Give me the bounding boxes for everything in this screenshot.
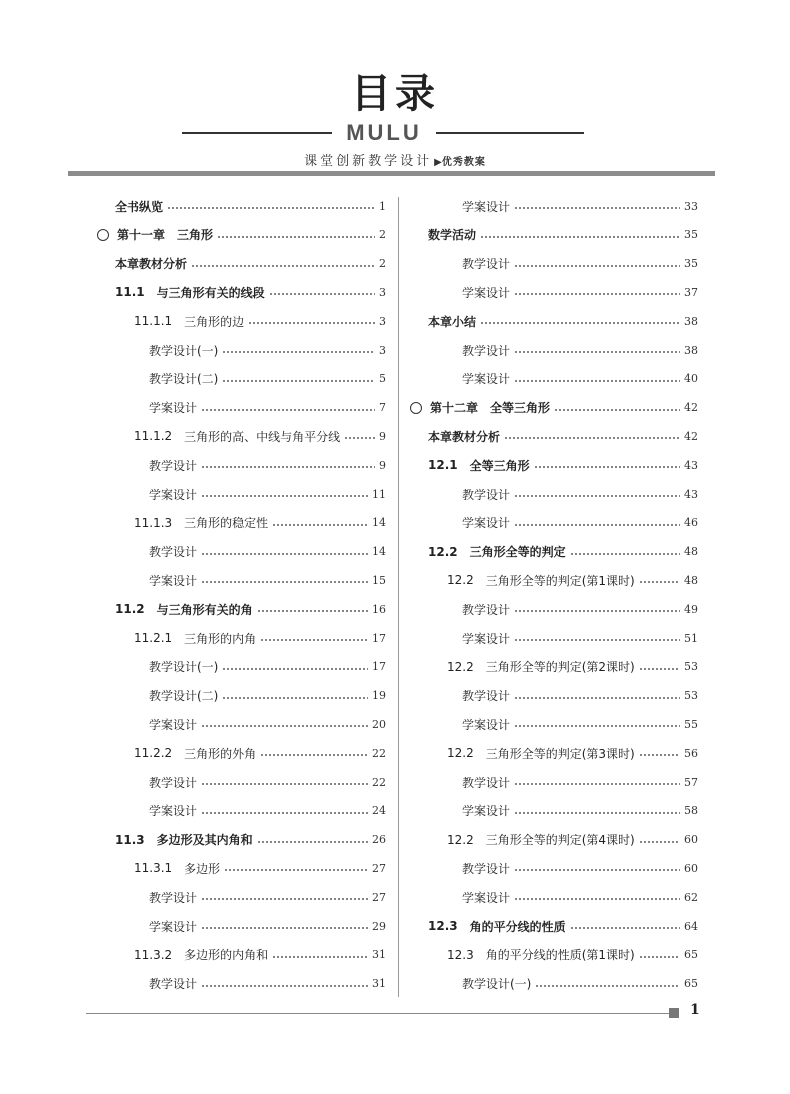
toc-entry-label: 11.2 [115,602,145,617]
leader-dots [248,322,375,324]
toc-entry[interactable] [428,311,698,331]
toc-entry-label: 教学设计 [149,977,198,992]
top-bar [68,171,715,176]
toc-entry-label: 全书纵览 [115,199,164,214]
leader-dots [201,553,368,555]
toc-entry-page: 5 [379,372,386,386]
toc-entry[interactable] [134,311,386,331]
toc-entry-page: 1 [379,199,386,213]
leader-dots [222,380,375,382]
toc-entry-page: 19 [372,689,386,703]
toc-entry-page: 48 [684,545,698,559]
leader-dots [260,639,368,641]
leader-dots [272,524,368,526]
leader-dots [257,610,368,612]
toc-entry[interactable] [149,657,386,677]
toc-entry-title: 与三角形有关的线段 [156,285,265,300]
toc-entry-title: 三角形全等的判定(第2课时) [485,660,635,675]
toc-entry-label: 教学设计 [462,689,511,704]
toc-entry-page: 38 [684,343,698,357]
toc-entry[interactable] [149,714,386,734]
toc-entry[interactable] [97,225,386,245]
toc-entry-title: 全等三角形 [490,401,551,416]
toc-entry-label: 数学活动 [428,228,477,243]
toc-entry-page: 43 [684,458,698,472]
toc-entry-page: 60 [684,833,698,847]
toc-entry-page: 7 [379,401,386,415]
toc-entry-page: 33 [684,199,698,213]
toc-entry-title: 多边形及其内角和 [156,833,253,848]
toc-entry[interactable] [149,916,386,936]
toc-entry-page: 11 [372,487,386,501]
subtitle [0,150,790,169]
toc-entry-label: 教学设计 [149,890,198,905]
toc-entry[interactable] [462,484,698,504]
leader-dots [514,869,680,871]
toc-entry[interactable] [462,513,698,533]
toc-entry[interactable] [428,225,698,245]
toc-entry[interactable] [134,426,386,446]
toc-entry[interactable] [115,196,386,216]
chapter-circle-icon [97,229,109,241]
column-divider [398,197,399,997]
toc-entry-page: 26 [372,833,386,847]
toc-entry-label: 11.3.1 [134,861,173,876]
toc-entry[interactable] [149,686,386,706]
toc-entry-label: 教学设计 [149,458,198,473]
leader-dots [514,293,680,295]
toc-entry[interactable] [115,599,386,619]
toc-entry-title: 三角形 [177,228,214,243]
toc-entry-label: 学案设计 [462,804,511,819]
toc-entry-label: 教学设计 [462,602,511,617]
toc-entry-title: 三角形全等的判定(第3课时) [485,746,635,761]
toc-entry-page: 51 [684,631,698,645]
leader-dots [217,236,375,238]
toc-entry-label: 学案设计 [462,890,511,905]
toc-entry-page: 35 [684,228,698,242]
toc-entry-page: 3 [379,343,386,357]
toc-entry-page: 60 [684,861,698,875]
leader-dots [514,495,680,497]
toc-entry[interactable] [149,398,386,418]
leader-dots [639,956,680,958]
leader-dots [514,524,680,526]
leader-dots [514,265,680,267]
toc-entry-page: 17 [372,660,386,674]
toc-entry-label: 学案设计 [149,487,198,502]
divider-right [436,132,584,134]
leader-dots [535,985,680,987]
toc-entry-label: 11.3 [115,832,145,847]
toc-entry[interactable] [115,830,386,850]
leader-dots [554,409,680,411]
toc-entry[interactable] [115,282,386,302]
toc-entry-page: 64 [684,919,698,933]
toc-entry-page: 49 [684,602,698,616]
toc-entry[interactable] [462,714,698,734]
toc-entry-title: 多边形的内角和 [184,948,269,963]
leader-dots [514,351,680,353]
leader-dots [514,697,680,699]
toc-entry[interactable] [462,974,698,994]
toc-entry[interactable] [149,455,386,475]
toc-entry-page: 42 [684,401,698,415]
toc-entry[interactable] [410,398,698,418]
toc-entry-label: 12.2 [447,573,474,588]
toc-entry-title: 三角形的稳定性 [184,516,269,531]
toc-entry-label: 11.2.2 [134,746,173,761]
toc-entry-label: 11.2.1 [134,631,173,645]
toc-entry[interactable] [134,628,386,648]
toc-entry-label: 学案设计 [149,919,198,934]
toc-entry[interactable] [134,945,386,965]
toc-entry-page: 48 [684,573,698,587]
toc-entry-label: 教学设计 [149,545,198,560]
toc-entry-title: 三角形全等的判定(第1课时) [485,573,635,588]
toc-entry[interactable] [149,772,386,792]
leader-dots [191,265,375,267]
leader-dots [201,409,375,411]
toc-entry[interactable] [462,254,698,274]
toc-entry[interactable] [149,484,386,504]
toc-entry-label: 12.2 [428,544,458,559]
toc-entry-label: 12.2 [447,832,474,847]
leader-dots [272,956,368,958]
toc-entry-label: 第十一章 [117,228,166,243]
toc-entry-label: 11.3.2 [134,947,173,962]
leader-dots [201,812,368,814]
leader-dots [167,207,375,209]
toc-entry-label: 本章教材分析 [428,429,501,444]
toc-entry-label: 学案设计 [462,285,511,300]
page-number: 1 [690,1002,700,1018]
toc-entry-label: 学案设计 [462,631,511,646]
leader-dots [514,812,680,814]
toc-entry-page: 17 [372,631,386,645]
toc-entry-label: 本章小结 [428,314,477,329]
toc-entry-page: 43 [684,487,698,501]
toc-entry-page: 9 [379,458,386,472]
toc-entry-label: 教学设计(二) [149,689,219,704]
footer-line [86,1013,669,1014]
toc-entry-page: 56 [684,746,698,760]
toc-entry-page: 27 [372,861,386,875]
toc-entry[interactable] [462,628,698,648]
toc-entry-page: 55 [684,717,698,731]
toc-entry-page: 37 [684,285,698,299]
mulu-text: MULU [346,120,422,145]
toc-entry[interactable] [447,945,698,965]
divider-left [182,132,332,134]
toc-entry-label: 教学设计 [462,487,511,502]
leader-dots [257,841,368,843]
toc-entry[interactable] [462,801,698,821]
footer-square [669,1008,679,1018]
leader-dots [201,725,368,727]
toc-entry-page: 27 [372,890,386,904]
subtitle-main: 课堂创新教学设计 [304,154,433,169]
leader-dots [514,380,680,382]
toc-entry-label: 教学设计 [462,257,511,272]
leader-dots [222,668,368,670]
leader-dots [222,697,368,699]
toc-entry-title: 角的平分线的性质(第1课时) [485,948,635,963]
toc-entry-label: 11.1.1 [134,314,173,329]
leader-dots [639,841,680,843]
toc-entry-page: 15 [372,573,386,587]
toc-entry-label: 12.1 [428,458,458,473]
toc-entry[interactable] [115,254,386,274]
leader-dots [201,466,375,468]
toc-entry-page: 58 [684,804,698,818]
leader-dots [534,466,680,468]
leader-dots [201,898,368,900]
leader-dots [480,322,680,324]
toc-entry-label: 学案设计 [462,199,511,214]
toc-entry[interactable] [149,570,386,590]
toc-entry-label: 学案设计 [149,717,198,732]
leader-dots [224,869,368,871]
toc-entry-label: 学案设计 [149,573,198,588]
toc-entry-page: 46 [684,516,698,530]
toc-entry-page: 53 [684,689,698,703]
leader-dots [504,437,680,439]
toc-entry-page: 31 [372,977,386,991]
toc-entry-page: 3 [379,314,386,328]
toc-entry-label: 教学设计 [149,775,198,790]
toc-entry-page: 22 [372,746,386,760]
toc-entry-label: 教学设计(一) [149,660,219,675]
leader-dots [639,754,680,756]
toc-entry-page: 22 [372,775,386,789]
leader-dots [639,581,680,583]
toc-entry[interactable] [462,887,698,907]
leader-dots [514,725,680,727]
leader-dots [514,898,680,900]
toc-entry-title: 角的平分线的性质 [469,919,566,934]
leader-dots [514,610,680,612]
toc-entry-title: 三角形的边 [184,314,245,329]
toc-entry[interactable] [447,570,698,590]
toc-entry[interactable] [149,801,386,821]
leader-dots [201,581,368,583]
toc-entry[interactable] [462,369,698,389]
leader-dots [269,293,375,295]
toc-entry-page: 20 [372,717,386,731]
toc-entry[interactable] [149,974,386,994]
toc-entry-page: 16 [372,602,386,616]
toc-entry[interactable] [462,772,698,792]
toc-entry-title: 三角形的高、中线与角平分线 [184,429,341,444]
leader-dots [570,553,680,555]
toc-entry-page: 9 [379,429,386,443]
chapter-circle-icon [410,402,422,414]
toc-entry[interactable] [462,196,698,216]
toc-entry-title: 多边形 [184,861,221,876]
toc-entry-label: 学案设计 [149,804,198,819]
toc-entry[interactable] [428,426,698,446]
toc-entry-page: 65 [684,977,698,991]
toc-entry-page: 62 [684,890,698,904]
toc-entry-page: 14 [372,516,386,530]
toc-entry-label: 教学设计(二) [149,372,219,387]
subtitle-small: 优秀教案 [441,157,486,168]
toc-entry-title: 全等三角形 [469,458,530,473]
toc-entry-page: 53 [684,660,698,674]
toc-entry-page: 24 [372,804,386,818]
leader-dots [514,783,680,785]
toc-entry-page: 14 [372,545,386,559]
toc-entry-page: 35 [684,257,698,271]
toc-entry[interactable] [447,830,698,850]
leader-dots [514,639,680,641]
toc-entry-title: 三角形全等的判定 [469,545,566,560]
play-arrow-icon: ▶ [434,157,442,168]
toc-entry-label: 学案设计 [462,372,511,387]
toc-entry[interactable] [462,340,698,360]
toc-entry-label: 教学设计(一) [462,977,532,992]
toc-entry-page: 57 [684,775,698,789]
page-title: 目录 [351,70,439,117]
toc-entry[interactable] [149,369,386,389]
leader-dots [201,927,368,929]
toc-entry-page: 3 [379,285,386,299]
toc-entry-label: 第十二章 [430,401,479,416]
toc-entry-label: 教学设计 [462,861,511,876]
leader-dots [201,985,368,987]
toc-entry[interactable] [134,513,386,533]
leader-dots [344,437,375,439]
toc-entry[interactable] [462,686,698,706]
toc-entry[interactable] [428,455,698,475]
toc-entry-label: 学案设计 [462,717,511,732]
toc-entry-title: 三角形的外角 [184,746,257,761]
leader-dots [480,236,680,238]
toc-entry[interactable] [462,599,698,619]
toc-entry-label: 12.2 [447,746,474,761]
toc-entry-page: 65 [684,948,698,962]
toc-entry-label: 教学设计 [462,775,511,790]
toc-entry[interactable] [462,282,698,302]
toc-entry[interactable] [149,542,386,562]
toc-entry-page: 42 [684,429,698,443]
toc-entry-label: 本章教材分析 [115,257,188,272]
toc-entry[interactable] [447,657,698,677]
toc-entry-title: 三角形全等的判定(第4课时) [485,833,635,848]
toc-entry-title: 三角形的内角 [184,631,257,646]
leader-dots [201,495,368,497]
toc-entry-page: 2 [379,228,386,242]
toc-entry[interactable] [428,542,698,562]
toc-entry[interactable] [149,887,386,907]
toc-entry[interactable] [428,916,698,936]
toc-entry[interactable] [447,743,698,763]
toc-entry-page: 38 [684,314,698,328]
toc-entry-label: 12.2 [447,659,474,674]
toc-entry-label: 教学设计 [462,343,511,358]
toc-entry-page: 2 [379,257,386,271]
toc-entry-label: 11.1 [115,285,145,300]
toc-entry-label: 学案设计 [149,401,198,416]
leader-dots [514,207,680,209]
leader-dots [222,351,375,353]
toc-entry[interactable] [134,743,386,763]
toc-entry-label: 12.3 [447,947,474,962]
leader-dots [260,754,368,756]
toc-entry-label: 12.3 [428,919,458,933]
toc-entry[interactable] [134,858,386,878]
leader-dots [639,668,680,670]
toc-entry-label: 11.1.3 [134,515,173,530]
toc-entry[interactable] [462,858,698,878]
toc-entry-label: 11.1.2 [134,429,173,444]
toc-entry-page: 29 [372,919,386,933]
toc-entry-page: 40 [684,372,698,386]
toc-entry-page: 31 [372,948,386,962]
leader-dots [570,927,680,929]
toc-entry-title: 与三角形有关的角 [156,602,253,617]
toc-entry-label: 学案设计 [462,516,511,531]
leader-dots [201,783,368,785]
toc-entry[interactable] [149,340,386,360]
toc-entry-label: 教学设计(一) [149,343,219,358]
mulu-banner [0,120,790,146]
